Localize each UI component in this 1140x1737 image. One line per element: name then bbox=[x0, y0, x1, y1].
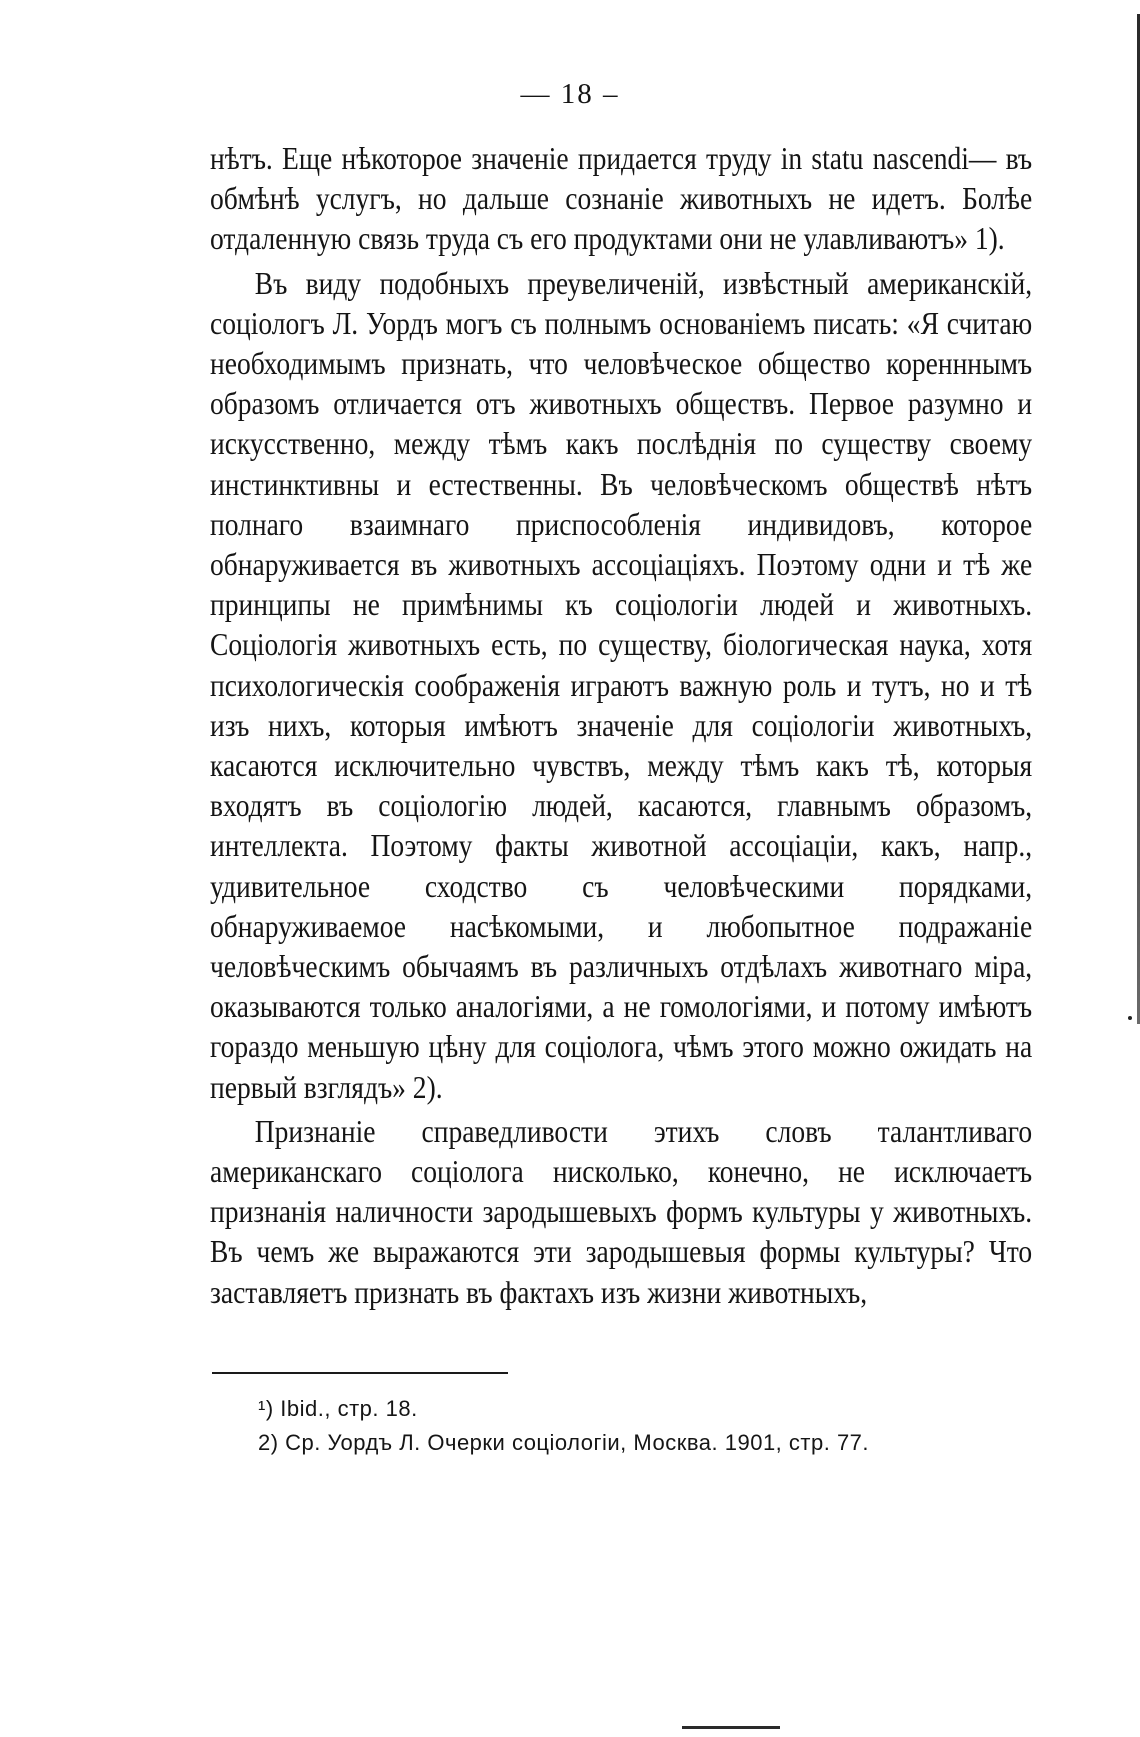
footnote-1: ¹) Ibid., стр. 18. bbox=[258, 1396, 418, 1421]
paragraph-recognition: Признаніе справедливости этихъ словъ талантливаго американскаго соціолога нисколько, конечно, не исключаетъ признанія наличности зародышевыхъ формъ культуры у животныхъ. Въ чемъ же выражаются эти зародышевыя формы культуры? Что заставляетъ признать въ фактахъ изъ жизни животныхъ, bbox=[210, 1112, 1033, 1310]
footnote-2: 2) Ср. Уордъ Л. Очерки соціологіи, Москва. 1901, стр. 77. bbox=[258, 1430, 870, 1455]
scan-speck bbox=[1128, 1016, 1132, 1020]
paragraph-continuation: нѣтъ. Еще нѣкоторое значеніе придается труду in statu nascendi— въ обмѣнѣ услугъ, но дальше сознаніе животныхъ не идетъ. Болѣе отдаленную связь труда съ его продуктами они не улавливаютъ» 1). bbox=[210, 140, 1033, 257]
page-number: — 18 – bbox=[520, 78, 620, 110]
body-text bbox=[210, 138, 1032, 1312]
paragraph-ward-quote: Въ виду подобныхъ преувеличеній, извѣстный американскій, соціологъ Л. Уордъ могъ съ полнымъ основаніемъ писать: «Я считаю необходимымъ признать, что человѣческое общество коренннымъ образомъ отличается отъ животныхъ обществъ. Первое разумно и искусственно, между тѣмъ какъ послѣднія по существу своему инстинктивны и естественны. Въ человѣческомъ обществѣ нѣтъ полнаго взаимнаго приспособленія индивидовъ, которое обнаруживается въ животныхъ ассоціаціяхъ. Поэтому одни и тѣ же принципы не примѣнимы къ соціологіи людей и животныхъ. Соціологія животныхъ есть, по существу, біологическая наука, хотя психологическія соображенія играютъ важную роль и тутъ, но и тѣ изъ нихъ, которыя имѣютъ значеніе для соціологіи животныхъ, касаются исключительно чувствъ, между тѣмъ какъ тѣ, которыя входятъ въ соціологію людей, касаются, главнымъ образомъ, интеллекта. Поэтому факты животной ассоціаціи, какъ, напр., удивительное сходство съ человѣческими порядками, обнаруживаемое насѣкомыми, и любопытное подражаніе человѣческимъ обычаямъ въ различныхъ отдѣлахъ животнаго міра, оказываются только аналогіями, а не гомологіями, и потому имѣютъ гораздо меньшую цѣну для соціолога, чѣмъ этого можно ожидать на первый взглядъ» 2). bbox=[210, 264, 1033, 1105]
scan-bottom-line bbox=[682, 1726, 780, 1729]
footnotes bbox=[258, 1392, 1018, 1460]
footnote-divider bbox=[212, 1372, 508, 1374]
